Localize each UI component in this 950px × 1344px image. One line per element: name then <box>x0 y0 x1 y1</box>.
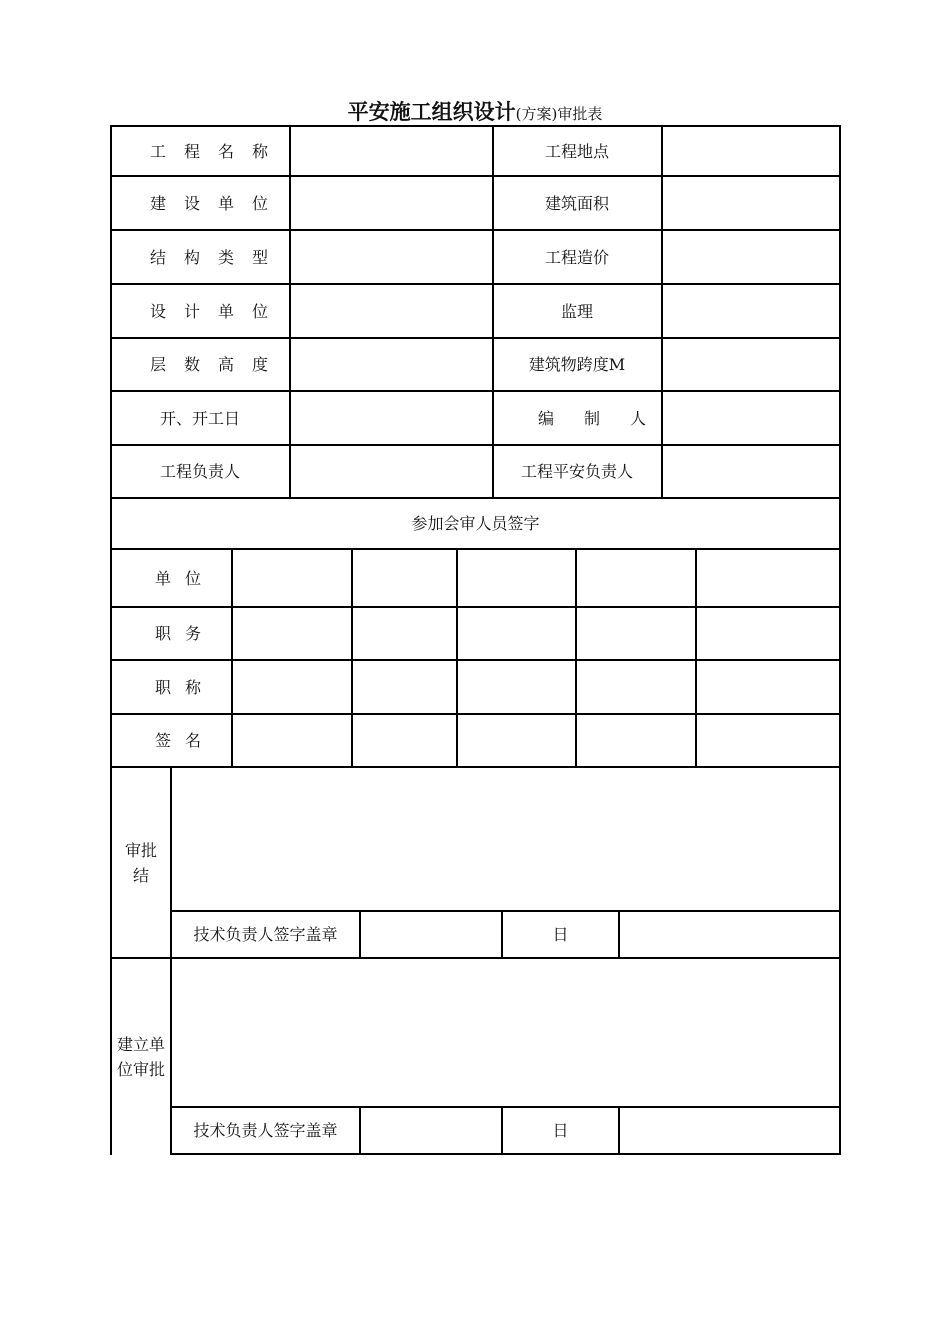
label-compiler: 编制人 <box>537 408 676 428</box>
label-signer-signature: 签名 <box>154 731 215 750</box>
field-building-area[interactable] <box>663 177 839 229</box>
label-safety-manager: 工程平安负责人 <box>520 462 633 481</box>
label-approval-conclusion <box>112 768 170 957</box>
label-project-manager: 工程负责人 <box>159 462 240 481</box>
form-title <box>0 96 950 126</box>
field-signer-signature-3[interactable] <box>458 715 575 766</box>
field-project-cost[interactable] <box>663 231 839 283</box>
field-signer-signature-4[interactable] <box>577 715 695 766</box>
field-start-date[interactable] <box>291 392 491 444</box>
label-building-span: 建筑物跨度M <box>528 355 626 374</box>
field-signer-unit-3[interactable] <box>458 550 575 606</box>
label-project-location: 工程地点 <box>544 141 609 161</box>
field-signer-unit-4[interactable] <box>577 550 695 606</box>
field-signer-signature-2[interactable] <box>353 715 456 766</box>
field-safety-manager[interactable] <box>663 446 839 497</box>
field-project-manager[interactable] <box>291 446 491 497</box>
label-building-area: 建筑面积 <box>544 193 609 213</box>
field-signer-unit-5[interactable] <box>697 550 839 606</box>
form-title-main: 平安施工组织设计 <box>347 100 516 124</box>
signers-section-header: 参加会审人员签字 <box>411 514 540 533</box>
field-builder-opinion[interactable] <box>172 959 839 1106</box>
label-approval-tech-sign: 技术负责人签字盖章 <box>193 925 338 944</box>
field-signer-position-3[interactable] <box>458 608 575 659</box>
field-signer-signature-5[interactable] <box>697 715 839 766</box>
field-design-unit[interactable] <box>291 285 491 337</box>
field-construction-unit[interactable] <box>291 177 491 229</box>
field-builder-date[interactable] <box>620 1108 839 1153</box>
label-approval-line1: 审批 <box>124 840 157 860</box>
field-approval-date[interactable] <box>620 912 839 957</box>
field-signer-title-3[interactable] <box>458 661 575 713</box>
label-builder-tech-sign: 技术负责人签字盖章 <box>193 1121 338 1140</box>
field-structure-type[interactable] <box>291 231 491 283</box>
label-project-cost: 工程造价 <box>544 247 609 267</box>
label-approval-line2: 结 <box>132 865 149 885</box>
field-signer-unit-2[interactable] <box>353 550 456 606</box>
field-signer-position-4[interactable] <box>577 608 695 659</box>
field-signer-title-4[interactable] <box>577 661 695 713</box>
field-supervision[interactable] <box>663 285 839 337</box>
label-approval-date: 日 <box>552 925 569 944</box>
field-signer-position-5[interactable] <box>697 608 839 659</box>
field-signer-title-1[interactable] <box>233 661 351 713</box>
field-approval-opinion[interactable] <box>172 768 839 910</box>
field-signer-signature-1[interactable] <box>233 715 351 766</box>
label-builder-approval <box>112 959 170 1155</box>
field-floors-height[interactable] <box>291 339 491 390</box>
field-building-span[interactable] <box>663 339 839 390</box>
approval-form-table <box>110 125 841 1155</box>
field-signer-title-2[interactable] <box>353 661 456 713</box>
label-signer-position: 职务 <box>154 624 215 643</box>
field-builder-tech-sign[interactable] <box>361 1108 501 1153</box>
label-signer-unit: 单位 <box>154 568 215 588</box>
label-construction-unit: 建设单位 <box>149 193 286 213</box>
label-design-unit: 设计单位 <box>149 301 286 321</box>
field-project-location[interactable] <box>663 127 839 175</box>
field-compiler[interactable] <box>663 392 839 444</box>
label-builder-date: 日 <box>552 1121 569 1140</box>
label-start-date: 开、开工日 <box>159 408 240 428</box>
label-supervision: 监理 <box>560 301 593 321</box>
label-structure-type: 结构类型 <box>149 247 286 267</box>
field-project-name[interactable] <box>291 127 491 175</box>
label-project-name: 工程名称 <box>149 141 286 161</box>
field-signer-position-2[interactable] <box>353 608 456 659</box>
label-floors-height: 层数高度 <box>149 355 286 374</box>
field-approval-tech-sign[interactable] <box>361 912 501 957</box>
field-signer-unit-1[interactable] <box>233 550 351 606</box>
label-builder-line1: 建立单 <box>116 1035 165 1054</box>
label-signer-title: 职称 <box>154 677 215 697</box>
field-signer-title-5[interactable] <box>697 661 839 713</box>
label-builder-line2: 位审批 <box>116 1060 165 1079</box>
form-title-sub: (方案)审批表 <box>515 105 603 123</box>
field-signer-position-1[interactable] <box>233 608 351 659</box>
